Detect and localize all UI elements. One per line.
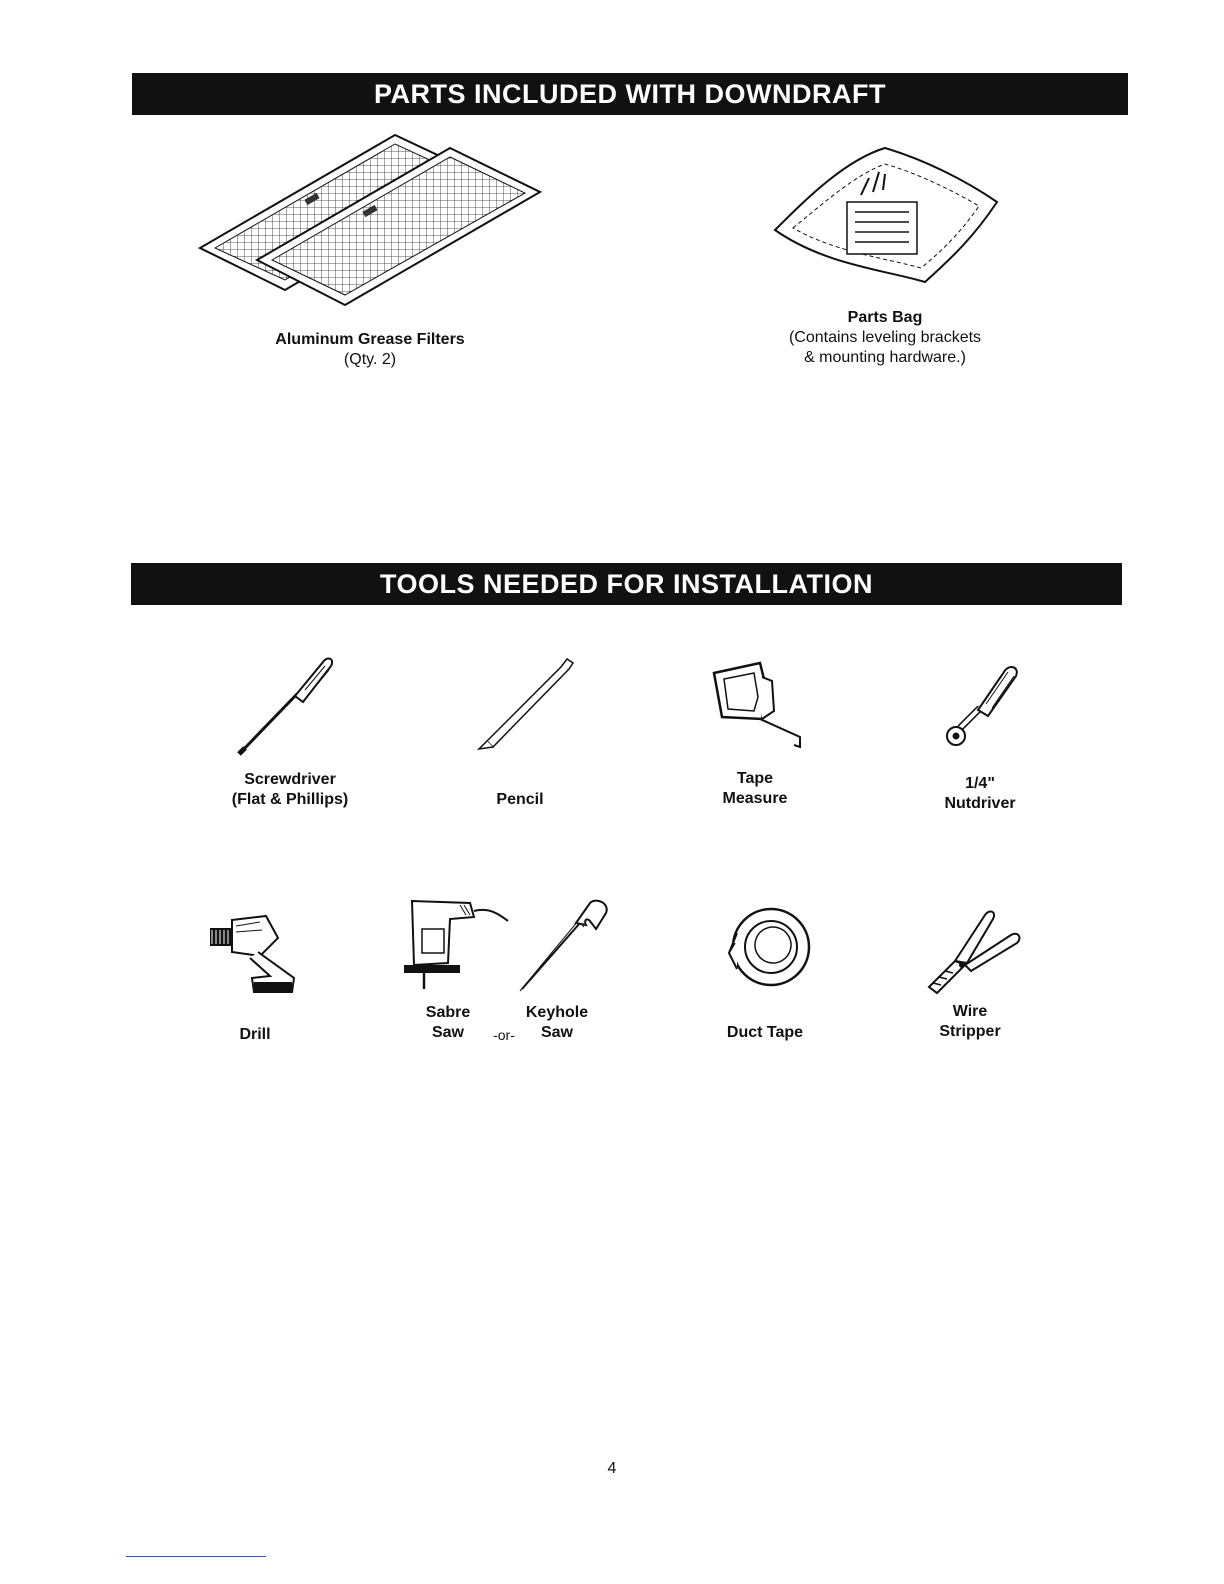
- keyhole-saw-label-2: Saw: [540, 1024, 573, 1041]
- parts-bag-name: Parts Bag: [847, 309, 923, 326]
- duct-tape-label: Duct Tape: [726, 1024, 804, 1041]
- parts-bag-icon: [765, 140, 1005, 290]
- sabre-saw-label-1: Sabre: [425, 1004, 471, 1021]
- wire-stripper-label-1: Wire: [952, 1003, 988, 1020]
- tape-measure-icon: [700, 655, 810, 755]
- sabre-saw-label-2: Saw: [431, 1024, 464, 1041]
- or-separator: -or-: [493, 1027, 515, 1043]
- tools-section-title: TOOLS NEEDED FOR INSTALLATION: [131, 563, 1122, 605]
- parts-bag-detail-1: (Contains leveling brackets: [788, 329, 982, 346]
- drill-icon: [200, 908, 310, 1003]
- wire-stripper-icon: [915, 905, 1025, 1000]
- tape-measure-label-1: Tape: [736, 770, 774, 787]
- nutdriver-item: [910, 658, 1050, 814]
- nutdriver-icon: [930, 658, 1030, 758]
- pencil-label: Pencil: [496, 791, 544, 808]
- drill-label: Drill: [239, 1026, 271, 1043]
- nutdriver-label-1: 1/4": [965, 775, 995, 792]
- wire-stripper-label-2: Stripper: [939, 1023, 1001, 1040]
- page-number: 4: [607, 1460, 617, 1477]
- screwdriver-label-1: Screwdriver: [244, 771, 336, 788]
- sabre-saw-icon: [404, 901, 508, 989]
- screwdriver-item: [200, 650, 380, 810]
- parts-bag-item: [735, 140, 1035, 368]
- duct-tape-icon: [715, 903, 815, 993]
- grease-filters-name: Aluminum Grease Filters: [275, 331, 465, 348]
- tape-measure-item: [680, 655, 830, 809]
- pencil-item: [440, 655, 600, 810]
- parts-section-title: PARTS INCLUDED WITH DOWNDRAFT: [132, 73, 1128, 115]
- saw-icon: [400, 893, 620, 993]
- nutdriver-label-2: Nutdriver: [944, 795, 1016, 812]
- grease-filters-item: [195, 130, 545, 370]
- grease-filters-qty: (Qty. 2): [343, 351, 397, 368]
- grease-filter-icon: [195, 130, 545, 310]
- footer-rule: [126, 1556, 266, 1557]
- saw-item: [400, 893, 620, 1043]
- tape-measure-label-2: Measure: [722, 790, 788, 807]
- screwdriver-label-2: (Flat & Phillips): [231, 791, 349, 808]
- duct-tape-item: [700, 903, 830, 1043]
- pencil-icon: [465, 655, 575, 750]
- screwdriver-icon: [235, 650, 345, 760]
- parts-bag-detail-2: & mounting hardware.): [804, 349, 966, 366]
- wire-stripper-item: [905, 905, 1035, 1042]
- keyhole-saw-label-1: Keyhole: [525, 1004, 589, 1021]
- keyhole-saw-icon: [520, 901, 607, 991]
- drill-item: [195, 908, 315, 1045]
